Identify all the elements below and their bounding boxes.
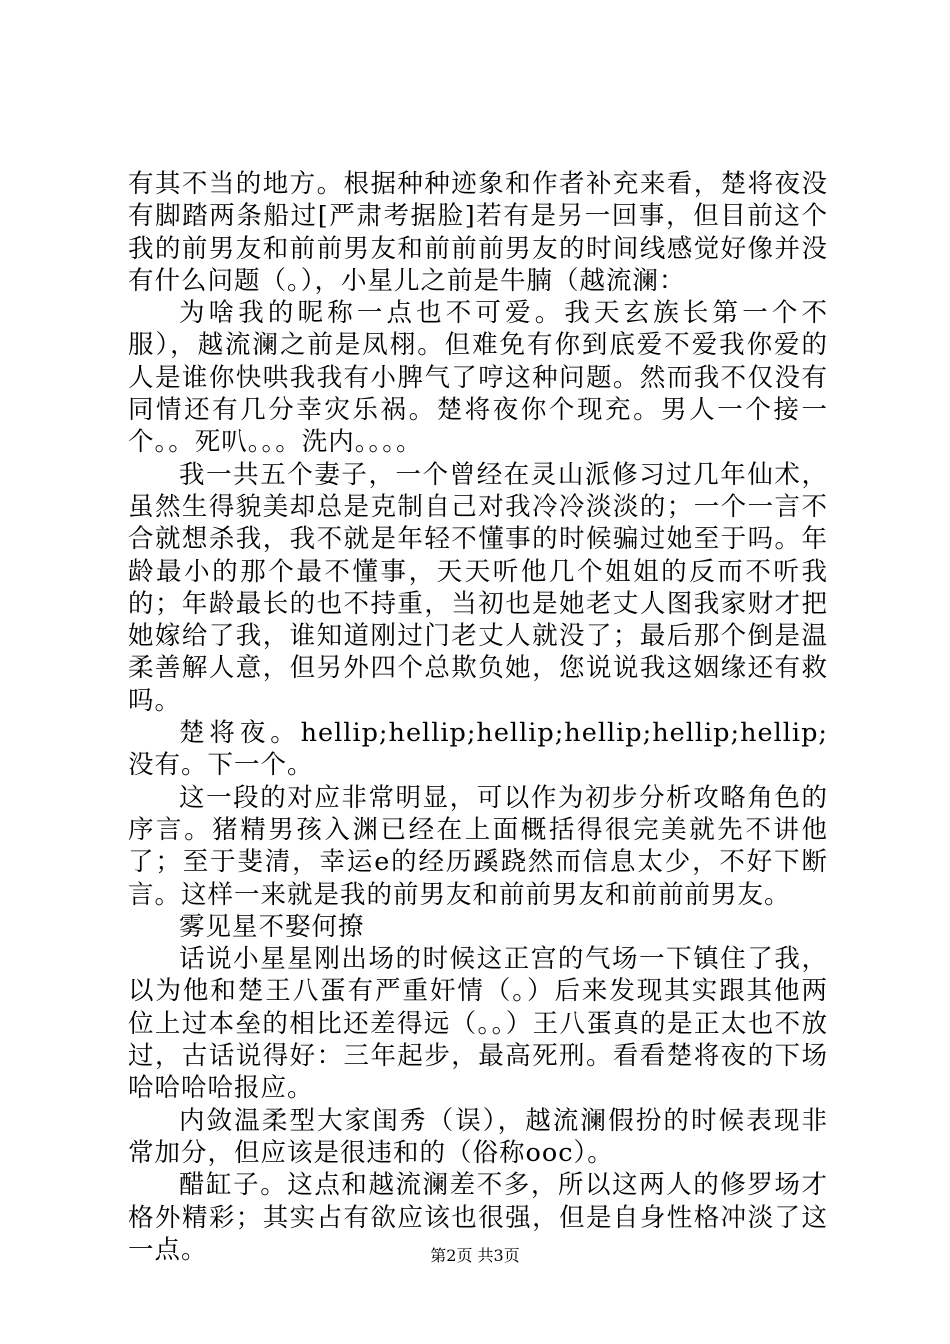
page-number-label: 第2页 共3页	[430, 1246, 520, 1265]
page-footer	[0, 1246, 950, 1266]
paragraph: 楚将夜。hellip;hellip;hellip;hellip;hellip;hellip;没有。下一个。	[128, 718, 828, 781]
paragraph: 为啥我的昵称一点也不可爱。我天玄族长第一个不服），越流澜之前是凤栩。但难免有你到底爱不爱我你爱的人是谁你快哄我我有小脾气了哼这种问题。然而我不仅没有同情还有几分幸灾乐祸。楚将夜你个现充。男人一个接一个。。死叭。。。洗内。。。。	[128, 298, 828, 458]
paragraph: 话说小星星刚出场的时候这正宫的气场一下镇住了我，以为他和楚王八蛋有严重奸情（。）后来发现其实跟其他两位上过本垒的相比还差得远（。。）王八蛋真的是正太也不放过，古话说得好：三年起步，最高死刑。看看楚将夜的下场哈哈哈哈报应。	[128, 944, 828, 1104]
paragraph: 这一段的对应非常明显，可以作为初步分析攻略角色的序言。猪精男孩入渊已经在上面概括得很完美就先不讲他了；至于斐清，幸运e的经历蹊跷然而信息太少，不好下断言。这样一来就是我的前男友和前前男友和前前前男友。	[128, 782, 828, 910]
document-body	[128, 168, 828, 1266]
paragraph: 内敛温柔型大家闺秀（误），越流澜假扮的时候表现非常加分，但应该是很违和的（俗称ooc）。	[128, 1105, 828, 1168]
paragraph: 有其不当的地方。根据种种迹象和作者补充来看，楚将夜没有脚踏两条船过[严肃考据脸]若有是另一回事，但目前这个我的前男友和前前男友和前前前男友的时间线感觉好像并没有什么问题（。），小星儿之前是牛腩（越流澜：	[128, 169, 828, 296]
paragraph-heading: 雾见星不娶何撩	[179, 911, 365, 942]
paragraph: 我一共五个妻子，一个曾经在灵山派修习过几年仙术，虽然生得貌美却总是克制自己对我冷冷淡淡的；一个一言不合就想杀我，我不就是年轻不懂事的时候骗过她至于吗。年龄最小的那个最不懂事，天天听他几个姐姐的反而不听我的；年龄最长的也不持重，当初也是她老丈人图我家财才把她嫁给了我，谁知道刚过门老丈人就没了；最后那个倒是温柔善解人意，但另外四个总欺负她，您说说我这姻缘还有救吗。	[128, 459, 828, 716]
paragraph: 醋缸子。这点和越流澜差不多，所以这两人的修罗场才格外精彩；其实占有欲应该也很强，但是自身性格冲淡了这一点。	[128, 1170, 828, 1265]
